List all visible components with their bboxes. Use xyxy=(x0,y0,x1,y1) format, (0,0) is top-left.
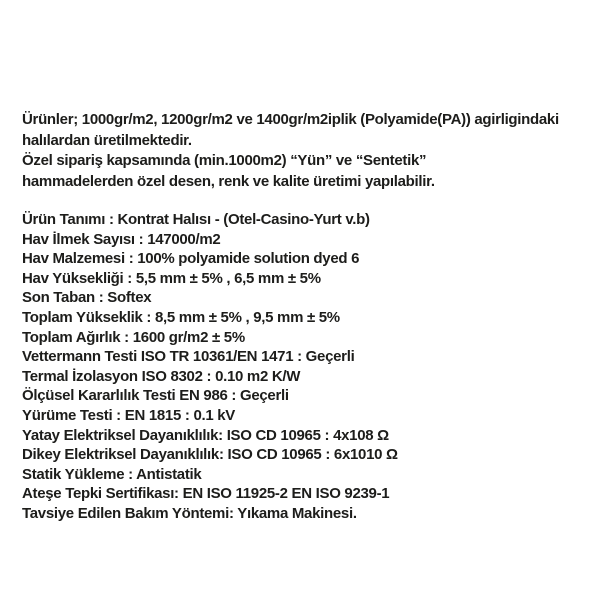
spec-line: Ölçüsel Kararlılık Testi EN 986 : Geçerli xyxy=(22,387,289,405)
spec-line: Hav İlmek Sayısı : 147000/m2 xyxy=(22,230,221,248)
spec-line: Yatay Elektriksel Dayanıklılık: ISO CD 10965 : 4x108 Ω xyxy=(22,426,389,444)
spec-line: Hav Yüksekliği : 5,5 mm ± 5% , 6,5 mm ± 5% xyxy=(22,269,321,287)
intro-line: Ürünler; 1000gr/m2, 1200gr/m2 ve 1400gr/m2iplik (Polyamide(PA)) agirligindaki xyxy=(22,111,559,128)
spec-line: Ürün Tanımı : Kontrat Halısı - (Otel-Casino-Yurt v.b) xyxy=(22,211,370,228)
intro-line: hammadelerden özel desen, renk ve kalite üretimi yapılabilir. xyxy=(22,172,435,190)
spec-line: Tavsiye Edilen Bakım Yöntemi: Yıkama Makinesi. xyxy=(22,504,357,522)
spec-line: Statik Yükleme : Antistatik xyxy=(22,465,202,483)
spec-line: Ateşe Tepki Sertifikası: EN ISO 11925-2 EN ISO 9239-1 xyxy=(22,485,390,503)
intro-line: halılardan üretilmektedir. xyxy=(22,131,192,149)
spec-line: Son Taban : Softex xyxy=(22,289,152,307)
intro-paragraph xyxy=(22,110,559,192)
spec-line: Hav Malzemesi : 100% polyamide solution dyed 6 xyxy=(22,250,360,268)
spec-list xyxy=(22,210,398,524)
spec-line: Toplam Ağırlık : 1600 gr/m2 ± 5% xyxy=(22,328,245,346)
spec-line: Dikey Elektriksel Dayanıklılık: ISO CD 10965 : 6x1010 Ω xyxy=(22,446,398,464)
spec-line: Toplam Yükseklik : 8,5 mm ± 5% , 9,5 mm ± 5% xyxy=(22,308,340,326)
spec-line: Termal İzolasyon ISO 8302 : 0.10 m2 K/W xyxy=(22,367,301,385)
spec-line: Yürüme Testi : EN 1815 : 0.1 kV xyxy=(22,406,236,424)
spec-line: Vettermann Testi ISO TR 10361/EN 1471 : Geçerli xyxy=(22,348,355,366)
intro-line: Özel sipariş kapsamında (min.1000m2) “Yün” ve “Sentetik” xyxy=(22,152,427,169)
